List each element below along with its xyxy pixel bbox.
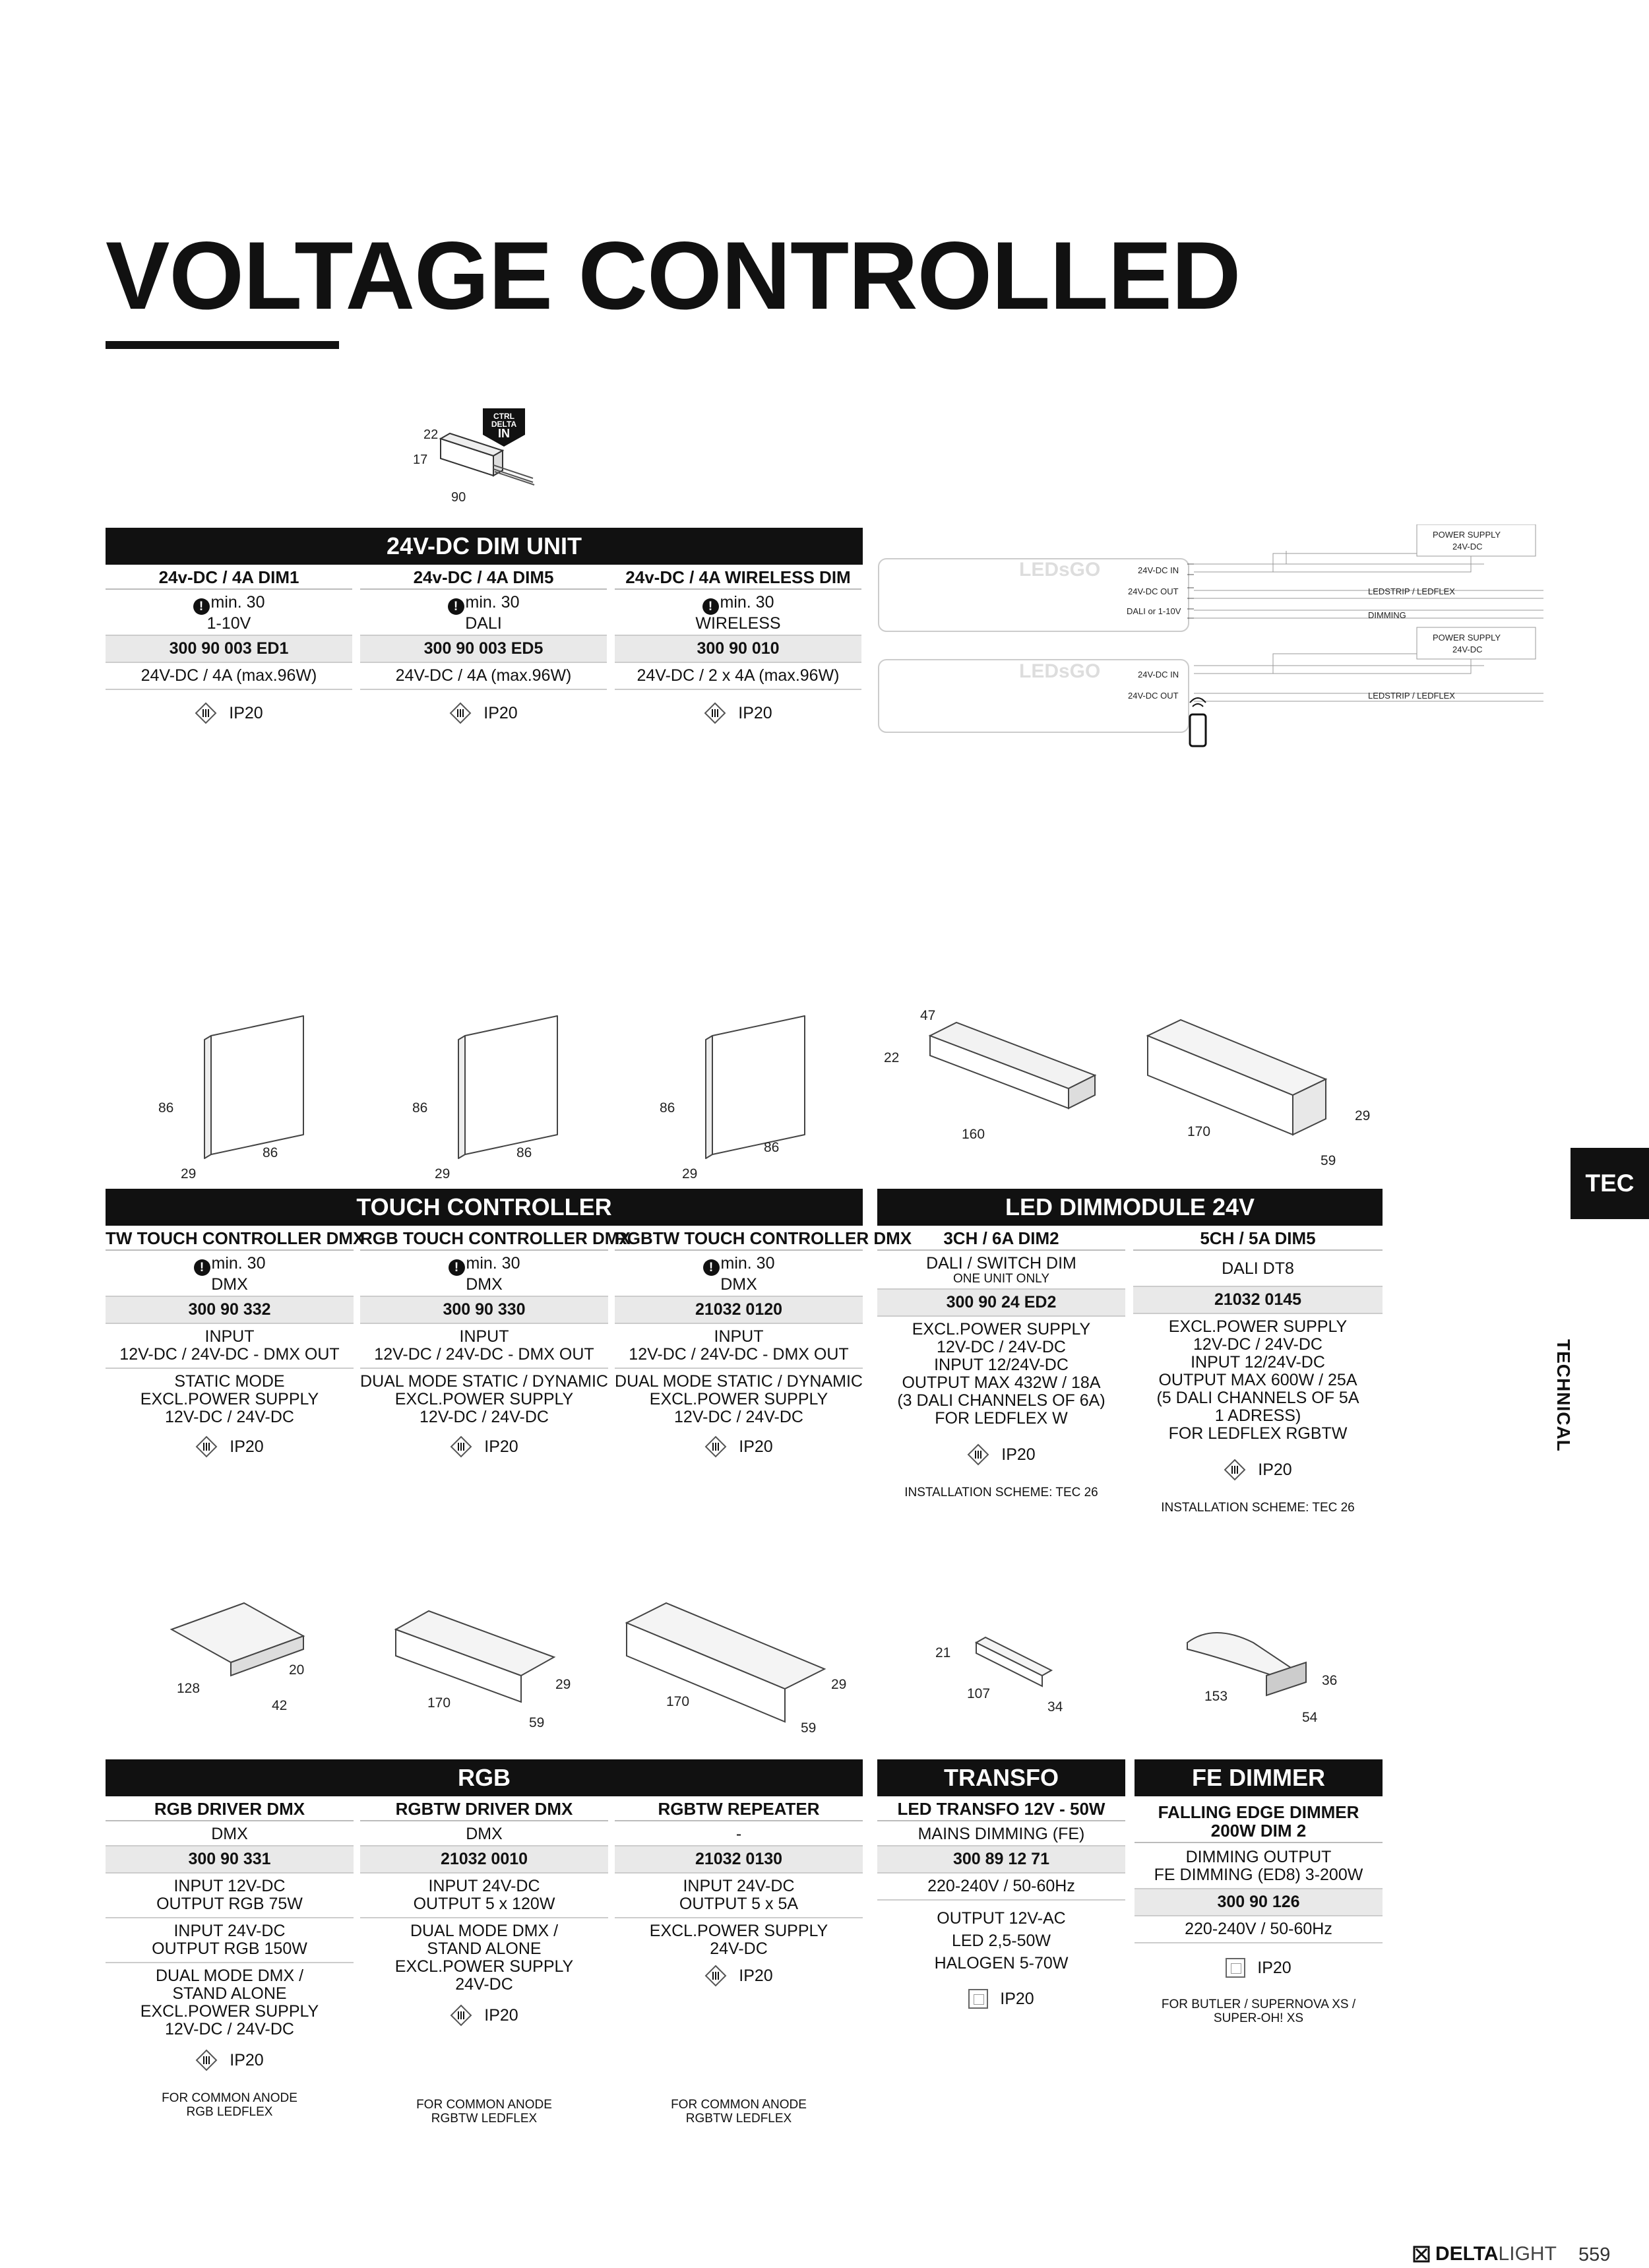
ledsgo-logo-1: LEDsGO	[1019, 559, 1101, 581]
product-rgb-driver	[106, 1798, 354, 2119]
deltalight-icon	[1413, 2246, 1430, 2263]
dim-20: 20	[289, 1662, 305, 1678]
info-icon: !	[703, 1259, 720, 1276]
dim-h: 86	[660, 1100, 675, 1116]
mode-spec: DUAL MODE DMX / STAND ALONE EXCL.POWER SUPPLY 12V-DC / 24V-DC	[140, 1967, 319, 2038]
ip-rating: IP20	[106, 690, 352, 724]
page-number: 559	[1578, 2244, 1611, 2265]
spec-24v: INPUT 24V-DC OUTPUT RGB 150W	[106, 1918, 354, 1963]
dim-36: 36	[1322, 1673, 1338, 1688]
dim-w: 86	[516, 1145, 532, 1160]
brand-light: LIGHT	[1498, 2243, 1557, 2265]
application-note: FOR BUTLER / SUPERNOVA XS / SUPER-OH! XS	[1161, 1998, 1356, 2025]
product-code: 21032 0145	[1133, 1287, 1383, 1314]
badge-text-2: DELTA	[491, 420, 517, 429]
ip-rating: IP20	[615, 1962, 863, 1987]
spec: EXCL.POWER SUPPLY 12V-DC / 24V-DC INPUT 12/24V-DC OUTPUT MAX 600W / 25A (5 DALI CHANNELS OF 5A 1 ADRESS) FOR LEDFLEX RGBTW	[1156, 1317, 1359, 1443]
technical-side-label: TECHNICAL	[1553, 1339, 1574, 1452]
dim-47: 47	[920, 1009, 936, 1023]
product-name: RGB TOUCH CONTROLLER DMX	[360, 1227, 608, 1251]
dim-90: 90	[451, 490, 466, 505]
spec-12v: INPUT 12V-DC OUTPUT RGB 75W	[106, 1874, 354, 1918]
min-order: ! min. 30	[615, 590, 861, 615]
class-ii-icon	[1226, 1958, 1245, 1978]
product-name: TW TOUCH CONTROLLER DMX	[106, 1227, 354, 1251]
dim-153: 153	[1204, 1689, 1228, 1704]
product-name: RGBTW TOUCH CONTROLLER DMX	[615, 1227, 863, 1251]
mains-spec: 220-240V / 50-60Hz	[1135, 1916, 1383, 1943]
min-order: ! min. 30	[360, 1251, 608, 1276]
ip-rating: IP20	[360, 1430, 608, 1458]
label-voltage-1: 24V-DC	[1452, 542, 1483, 551]
supply-spec: EXCL.POWER SUPPLY 24V-DC	[649, 1922, 828, 1958]
dim-128: 128	[177, 1681, 201, 1696]
dim-170: 170	[427, 1695, 451, 1711]
dim-22: 22	[884, 1050, 900, 1065]
class-iii-icon	[704, 1435, 727, 1458]
ip-rating: IP20	[106, 1430, 354, 1458]
dim-h: 86	[412, 1100, 428, 1116]
wiring-scheme	[877, 524, 1543, 752]
min-order: ! min. 30	[360, 590, 607, 615]
dim-170: 170	[1187, 1124, 1211, 1139]
dim-21: 21	[935, 1645, 951, 1660]
mains-spec: 220-240V / 50-60Hz	[877, 1874, 1125, 1901]
label-dimming: DIMMING	[1368, 610, 1406, 620]
control-type: DMX	[106, 1821, 354, 1846]
dim-59: 59	[1321, 1153, 1336, 1168]
dimmodule-images	[877, 1009, 1405, 1174]
product-code: 300 90 24 ED2	[877, 1290, 1125, 1317]
mode-spec: STATIC MODE EXCL.POWER SUPPLY 12V-DC / 24V-DC	[140, 1372, 319, 1426]
info-icon: !	[448, 598, 464, 615]
info-icon: !	[193, 598, 210, 615]
product-name: FALLING EDGE DIMMER 200W DIM 2	[1135, 1798, 1383, 1843]
product-name: 5CH / 5A DIM5	[1133, 1227, 1383, 1251]
product-tw-touch	[106, 1227, 365, 1458]
dimmodule-header: LED DIMMODULE 24V	[877, 1189, 1383, 1226]
dim-160: 160	[962, 1127, 985, 1142]
touch-panel-1	[158, 1016, 303, 1181]
control-type: DALI DT8	[1133, 1251, 1383, 1287]
dim-42: 42	[272, 1698, 288, 1713]
input-spec: INPUT 12V-DC / 24V-DC - DMX OUT	[106, 1324, 354, 1369]
ip-rating: IP20	[877, 1978, 1125, 2009]
dim-59b: 59	[801, 1720, 817, 1736]
product-code: 21032 0010	[360, 1846, 608, 1874]
control-type: WIRELESS	[615, 615, 861, 636]
product-name: 24v-DC / 4A DIM1	[106, 566, 352, 590]
touch-panel-3	[660, 1016, 805, 1181]
info-icon: !	[194, 1259, 210, 1276]
control-type: MAINS DIMMING (FE)	[877, 1821, 1125, 1846]
label-in-1: 24V-DC IN	[1138, 565, 1179, 575]
ip-rating: IP20	[615, 1430, 863, 1458]
dim-54: 54	[1302, 1710, 1318, 1725]
dim-170b: 170	[666, 1694, 690, 1709]
product-dim5	[360, 566, 607, 724]
ledsgo-logo-2: LEDsGO	[1019, 660, 1101, 682]
product-name: 24v-DC / 4A WIRELESS DIM	[615, 566, 861, 590]
transfo-header: TRANSFO	[877, 1759, 1125, 1796]
output-spec: OUTPUT 12V-AC LED 2,5-50W HALOGEN 5-70W	[934, 1909, 1069, 1972]
class-iii-icon	[704, 1965, 727, 1987]
product-dim2	[877, 1227, 1125, 1499]
product-led-transfo	[877, 1798, 1125, 2009]
spec: 24V-DC / 4A (max.96W)	[106, 663, 352, 690]
product-name: 3CH / 6A DIM2	[877, 1227, 1125, 1251]
touch-controller-images	[152, 983, 910, 1187]
dim-w: 86	[764, 1140, 780, 1155]
mode-spec: DUAL MODE STATIC / DYNAMIC EXCL.POWER SUPPLY 12V-DC / 24V-DC	[360, 1372, 608, 1426]
dim-29: 29	[555, 1677, 571, 1692]
control-type: 1-10V	[106, 615, 352, 636]
label-power-supply-2: POWER SUPPLY	[1433, 633, 1501, 643]
product-name: LED TRANSFO 12V - 50W	[877, 1798, 1125, 1821]
touch-panel-2	[412, 1016, 557, 1181]
product-fe-dimmer	[1135, 1798, 1383, 2025]
min-order: ! min. 30	[615, 1251, 863, 1276]
info-icon: !	[702, 598, 719, 615]
class-iii-icon	[450, 1435, 472, 1458]
product-rgbtw-repeater	[615, 1798, 863, 2126]
label-ledstrip-2: LEDSTRIP / LEDFLEX	[1368, 691, 1455, 701]
product-name: RGBTW REPEATER	[615, 1798, 863, 1821]
product-name: 24v-DC / 4A DIM5	[360, 566, 607, 590]
dim-34: 34	[1047, 1699, 1063, 1715]
label-in-2: 24V-DC IN	[1138, 670, 1179, 679]
product-code: 300 90 126	[1135, 1889, 1383, 1916]
label-voltage-2: 24V-DC	[1452, 645, 1483, 654]
control-type: DMX	[106, 1276, 354, 1297]
ip-rating: IP20	[360, 1998, 608, 2027]
label-dali: DALI or 1-10V	[1127, 606, 1181, 616]
installation-note: INSTALLATION SCHEME: TEC 26	[904, 1486, 1098, 1499]
input-spec: INPUT 12V-DC / 24V-DC - DMX OUT	[360, 1324, 608, 1369]
product-rgbtw-driver	[360, 1798, 608, 2126]
label-out-1: 24V-DC OUT	[1128, 586, 1179, 596]
product-dim5-module	[1133, 1227, 1383, 1515]
control-type: -	[615, 1821, 863, 1846]
transfo-fe-images	[923, 1616, 1398, 1735]
control-type: DALI	[360, 615, 607, 636]
dim-w: 86	[263, 1145, 278, 1160]
class-ii-icon	[968, 1989, 988, 2009]
product-name: RGBTW DRIVER DMX	[360, 1798, 608, 1821]
product-wireless-dim	[615, 566, 861, 724]
control-type: DMX	[615, 1276, 863, 1297]
ip-rating: IP20	[1133, 1447, 1383, 1481]
min-order: ! min. 30	[106, 1251, 354, 1276]
product-code: 300 90 003 ED1	[106, 636, 352, 663]
application-note: FOR COMMON ANODE RGBTW LEDFLEX	[671, 2098, 807, 2126]
dim-22: 22	[423, 427, 439, 442]
dim-unit-image	[409, 406, 561, 511]
mode-spec: DUAL MODE DMX / STAND ALONE EXCL.POWER SUPPLY 24V-DC	[394, 1922, 574, 1994]
label-ledstrip-1: LEDSTRIP / LEDFLEX	[1368, 586, 1455, 596]
dim-29: 29	[1355, 1108, 1371, 1123]
product-code: 21032 0120	[615, 1297, 863, 1324]
class-iii-icon	[195, 702, 217, 724]
dim-unit-header: 24V-DC DIM UNIT	[106, 528, 863, 565]
ip-rating: IP20	[360, 690, 607, 724]
deltalight-logo	[1413, 2243, 1557, 2265]
brand-bold: DELTA	[1435, 2243, 1499, 2265]
dim-d: 29	[181, 1166, 197, 1181]
class-iii-icon	[967, 1443, 989, 1466]
spec: 24V-DC / 4A (max.96W)	[360, 663, 607, 690]
tec-tab[interactable]: TEC	[1571, 1148, 1649, 1219]
dim-107: 107	[967, 1686, 991, 1701]
input-spec: INPUT 12V-DC / 24V-DC - DMX OUT	[615, 1324, 863, 1369]
installation-note: INSTALLATION SCHEME: TEC 26	[1161, 1501, 1355, 1515]
mode-spec: DUAL MODE STATIC / DYNAMIC EXCL.POWER SUPPLY 12V-DC / 24V-DC	[615, 1372, 863, 1426]
rgb-header: RGB	[106, 1759, 863, 1796]
badge-text-1: CTRL	[493, 412, 514, 421]
ip-rating: IP20	[1135, 1943, 1383, 1978]
label-out-2: 24V-DC OUT	[1128, 691, 1179, 701]
label-power-supply-1: POWER SUPPLY	[1433, 530, 1501, 540]
product-rgb-touch	[360, 1227, 631, 1458]
spec: 24V-DC / 2 x 4A (max.96W)	[615, 663, 861, 690]
ip-rating: IP20	[615, 690, 861, 724]
class-iii-icon	[195, 2049, 218, 2071]
product-code: 300 90 332	[106, 1297, 354, 1324]
page-title: VOLTAGE CONTROLLED	[106, 222, 1241, 329]
dimming-spec: DIMMING OUTPUT FE DIMMING (ED8) 3-200W	[1135, 1843, 1383, 1889]
control-type: DMX	[360, 1276, 608, 1297]
product-code: 300 90 003 ED5	[360, 636, 607, 663]
product-code: 300 90 330	[360, 1297, 608, 1324]
dim-29b: 29	[831, 1677, 847, 1692]
info-icon: !	[449, 1259, 465, 1276]
dim-h: 86	[158, 1100, 174, 1116]
product-rgbtw-touch	[615, 1227, 912, 1458]
dim-d: 29	[435, 1166, 451, 1181]
ip-rating: IP20	[106, 2042, 354, 2071]
product-dim1	[106, 566, 352, 724]
class-iii-icon	[450, 2004, 472, 2027]
dim-59: 59	[529, 1715, 545, 1730]
spec: EXCL.POWER SUPPLY 12V-DC / 24V-DC INPUT 12/24V-DC OUTPUT MAX 432W / 18A (3 DALI CHANNELS OF 6A) FOR LEDFLEX W	[897, 1320, 1105, 1428]
application-note: FOR COMMON ANODE RGB LEDFLEX	[162, 2091, 297, 2119]
spec-24v: INPUT 24V-DC OUTPUT 5 x 5A	[615, 1874, 863, 1918]
control-note: ONE UNIT ONLY	[877, 1272, 1125, 1290]
product-code: 300 89 12 71	[877, 1846, 1125, 1874]
class-iii-icon	[1224, 1459, 1246, 1481]
rgb-images	[152, 1577, 917, 1742]
badge-text-3: IN	[498, 427, 510, 440]
dim-d: 29	[682, 1166, 698, 1181]
control-type: DMX	[360, 1821, 608, 1846]
product-name: RGB DRIVER DMX	[106, 1798, 354, 1821]
product-code: 300 90 010	[615, 636, 861, 663]
min-order: ! min. 30	[106, 590, 352, 615]
control-type: DALI / SWITCH DIM	[926, 1254, 1076, 1273]
class-iii-icon	[195, 1435, 218, 1458]
touch-controller-header: TOUCH CONTROLLER	[106, 1189, 863, 1226]
product-code: 300 90 331	[106, 1846, 354, 1874]
title-underline	[106, 341, 339, 349]
ip-rating: IP20	[877, 1432, 1125, 1466]
class-iii-icon	[449, 702, 472, 724]
product-code: 21032 0130	[615, 1846, 863, 1874]
spec-24v: INPUT 24V-DC OUTPUT 5 x 120W	[360, 1874, 608, 1918]
dim-17: 17	[413, 453, 428, 467]
class-iii-icon	[704, 702, 726, 724]
fe-dimmer-header: FE DIMMER	[1135, 1759, 1383, 1796]
application-note: FOR COMMON ANODE RGBTW LEDFLEX	[416, 2098, 552, 2126]
